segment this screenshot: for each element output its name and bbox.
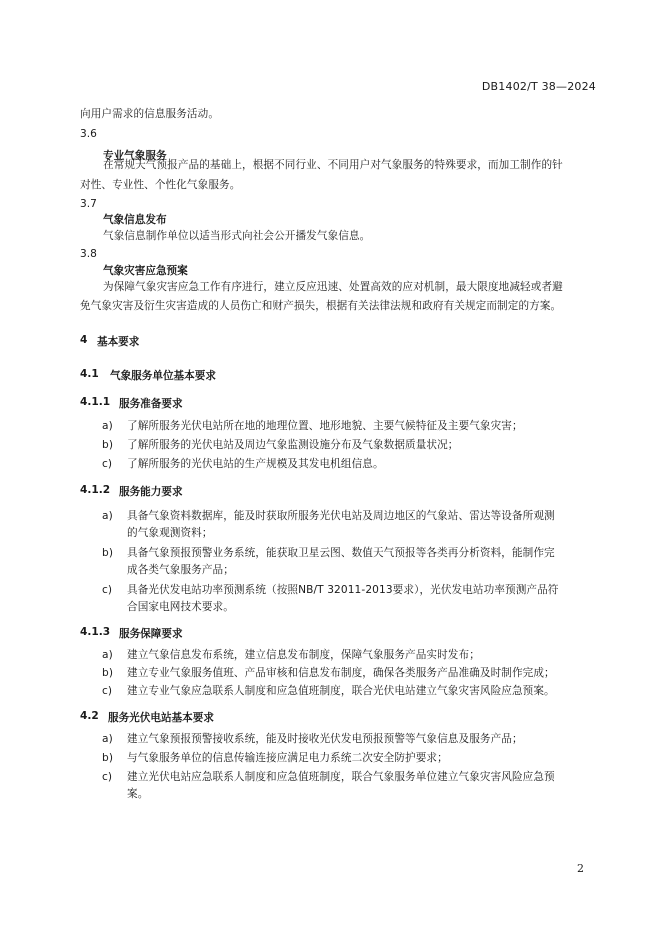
list-item-text: 建立专业气象服务值班、产品审核和信息发布制度，确保各类服务产品准确及时制作完成； xyxy=(127,667,555,679)
list-item-text: 建立光伏电站应急联系人制度和应急值班制度，联合气象服务单位建立气象灾害风险应急预 xyxy=(127,771,555,783)
list-item-text: 具备光伏发电站功率预测系统（按照NB/T 32011-2013要求），光伏发电站功率预测产品符 xyxy=(127,584,559,596)
list-item-text: 建立气象信息发布系统，建立信息发布制度，保障气象服务产品实时发布； xyxy=(127,649,480,661)
list-marker: a) xyxy=(102,649,113,661)
list-item-text-continued: 合国家电网技术要求。 xyxy=(127,601,234,613)
section-title-4-1-2: 服务能力要求 xyxy=(119,486,183,498)
list-marker: c) xyxy=(102,771,113,783)
section-title-4: 基本要求 xyxy=(97,336,140,348)
definition-3-6-line-2: 对性、专业性、个性化气象服务。 xyxy=(80,179,241,191)
page-number: 2 xyxy=(577,862,584,875)
section-title-4-1-1: 服务准备要求 xyxy=(119,398,183,410)
list-marker: c) xyxy=(102,685,113,697)
clause-number-3-6: 3.6 xyxy=(80,128,97,140)
list-item-text: 具备气象预报预警业务系统，能获取卫星云图、数值天气预报等各类再分析资料，能制作完 xyxy=(127,547,555,559)
term-3-6: 专业气象服务 xyxy=(103,150,167,162)
section-number-4-1-3: 4.1.3 xyxy=(80,626,111,638)
list-marker: b) xyxy=(102,667,114,679)
list-item-text-continued: 案。 xyxy=(127,788,149,800)
list-item-text: 了解所服务光伏电站所在地的地理位置、地形地貌、主要气候特征及主要气象灾害； xyxy=(127,420,523,432)
definition-3-8-line-2: 免气象灾害及衍生灾害造成的人员伤亡和财产损失，根据有关法律法规和政府有关规定而制定的方案。 xyxy=(80,300,562,312)
term-3-7: 气象信息发布 xyxy=(103,214,167,226)
clause-number-3-7: 3.7 xyxy=(80,198,97,210)
list-marker: b) xyxy=(102,752,114,764)
list-marker: b) xyxy=(102,547,114,559)
section-number-4-1-2: 4.1.2 xyxy=(80,484,111,496)
list-marker: a) xyxy=(102,733,113,745)
list-item-text: 了解所服务的光伏电站及周边气象监测设施分布及气象数据质量状况； xyxy=(127,439,459,451)
list-marker: a) xyxy=(102,510,113,522)
list-marker: b) xyxy=(102,439,114,451)
term-3-8: 气象灾害应急预案 xyxy=(103,265,188,277)
list-item-text: 具备气象资料数据库，能及时获取所服务光伏电站及周边地区的气象站、雷达等设备所观测 xyxy=(127,510,555,522)
document-id: DB1402/T 38—2024 xyxy=(481,80,596,93)
list-marker: c) xyxy=(102,584,113,596)
clause-number-3-8: 3.8 xyxy=(80,248,97,260)
list-marker: c) xyxy=(102,458,113,470)
list-item-text: 建立专业气象应急联系人制度和应急值班制度，联合光伏电站建立气象灾害风险应急预案。 xyxy=(127,685,555,697)
section-title-4-2: 服务光伏电站基本要求 xyxy=(108,712,214,724)
section-number-4: 4 xyxy=(80,334,88,346)
section-title-4-1: 气象服务单位基本要求 xyxy=(110,370,216,382)
list-marker: a) xyxy=(102,420,113,432)
list-item-text-continued: 的气象观测资料； xyxy=(127,527,213,539)
definition-3-6-line-1: 在常规天气预报产品的基础上，根据不同行业、不同用户对气象服务的特殊要求，而加工制作的针 xyxy=(103,159,563,171)
list-item-text: 建立气象预报预警接收系统，能及时接收光伏发电预报预警等气象信息及服务产品； xyxy=(127,733,523,745)
definition-3-7-line-1: 气象信息制作单位以适当形式向社会公开播发气象信息。 xyxy=(103,230,371,242)
list-item-text-continued: 成各类气象服务产品； xyxy=(127,564,234,576)
section-number-4-1-1: 4.1.1 xyxy=(80,396,111,408)
section-title-4-1-3: 服务保障要求 xyxy=(119,628,183,640)
section-number-4-2: 4.2 xyxy=(80,710,99,722)
paragraph-continuation: 向用户需求的信息服务活动。 xyxy=(80,108,220,120)
definition-3-8-line-1: 为保障气象灾害应急工作有序进行，建立反应迅速、处置高效的应对机制，最大限度地减轻或者避 xyxy=(103,281,563,293)
list-item-text: 了解所服务的光伏电站的生产规模及其发电机组信息。 xyxy=(127,458,384,470)
list-item-text: 与气象服务单位的信息传输连接应满足电力系统二次安全防护要求； xyxy=(127,752,448,764)
section-number-4-1: 4.1 xyxy=(80,368,99,380)
